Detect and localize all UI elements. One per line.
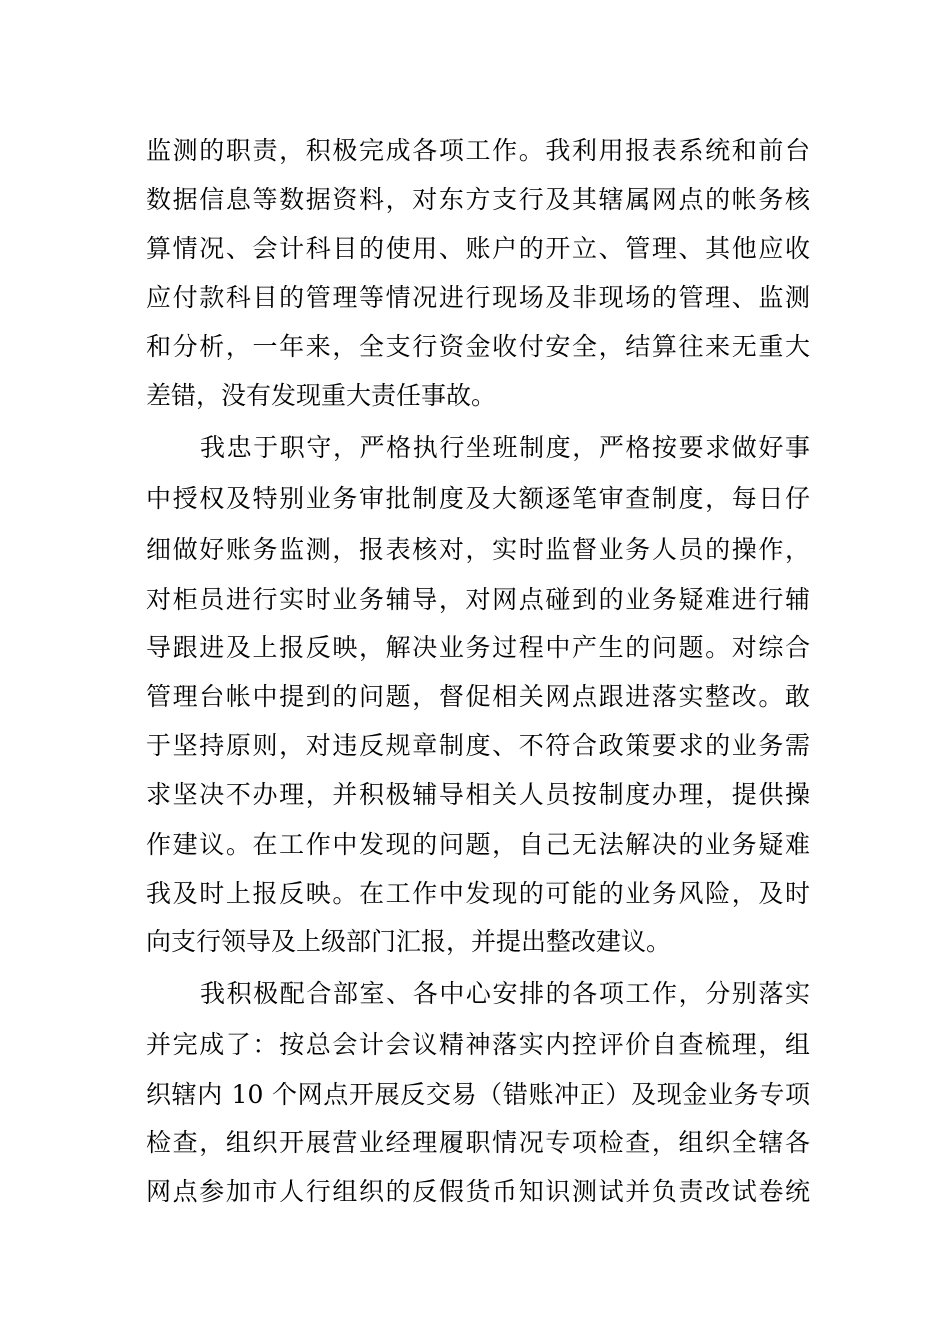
text-line: 数据信息等数据资料，对东方支行及其辖属网点的帐务核: [146, 185, 810, 214]
text-line: 织辖内 10 个网点开展反交易（错账冲正）及现金业务专项: [146, 1080, 810, 1109]
text-line: 应付款科目的管理等情况进行现场及非现场的管理、监测: [146, 283, 810, 312]
text-line: 管理台帐中提到的问题，督促相关网点跟进落实整改。敢: [146, 682, 810, 711]
text-line: 对柜员进行实时业务辅导，对网点碰到的业务疑难进行辅: [146, 585, 810, 614]
text-line: 于坚持原则，对违反规章制度、不符合政策要求的业务需: [146, 731, 810, 760]
text-line: 和分析，一年来，全支行资金收付安全，结算往来无重大: [146, 332, 810, 361]
text-line: 算情况、会计科目的使用、账户的开立、管理、其他应收: [146, 234, 810, 263]
text-line: 我忠于职守，严格执行坐班制度，严格按要求做好事: [200, 433, 810, 462]
text-line: 求坚决不办理，并积极辅导相关人员按制度办理，提供操: [146, 780, 810, 809]
text-line: 作建议。在工作中发现的问题，自己无法解决的业务疑难: [146, 830, 810, 859]
text-line: 网点参加市人行组织的反假货币知识测试并负责改试卷统: [146, 1177, 810, 1206]
text-line: 检查，组织开展营业经理履职情况专项检查，组织全辖各: [146, 1128, 810, 1157]
text-line: 向支行领导及上级部门汇报，并提出整改建议。: [146, 927, 672, 956]
text-line: 导跟进及上报反映，解决业务过程中产生的问题。对综合: [146, 633, 810, 662]
text-line: 差错，没有发现重大责任事故。: [146, 381, 497, 410]
text-line: 我及时上报反映。在工作中发现的可能的业务风险，及时: [146, 879, 810, 908]
text-line: 监测的职责，积极完成各项工作。我利用报表系统和前台: [146, 136, 810, 165]
text-line: 我积极配合部室、各中心安排的各项工作，分别落实: [200, 979, 810, 1008]
text-line: 中授权及特别业务审批制度及大额逐笔审查制度，每日仔: [146, 484, 810, 513]
text-line: 并完成了：按总会计会议精神落实内控评价自查梳理，组: [146, 1030, 810, 1059]
text-line: 细做好账务监测，报表核对，实时监督业务人员的操作，: [146, 535, 810, 564]
